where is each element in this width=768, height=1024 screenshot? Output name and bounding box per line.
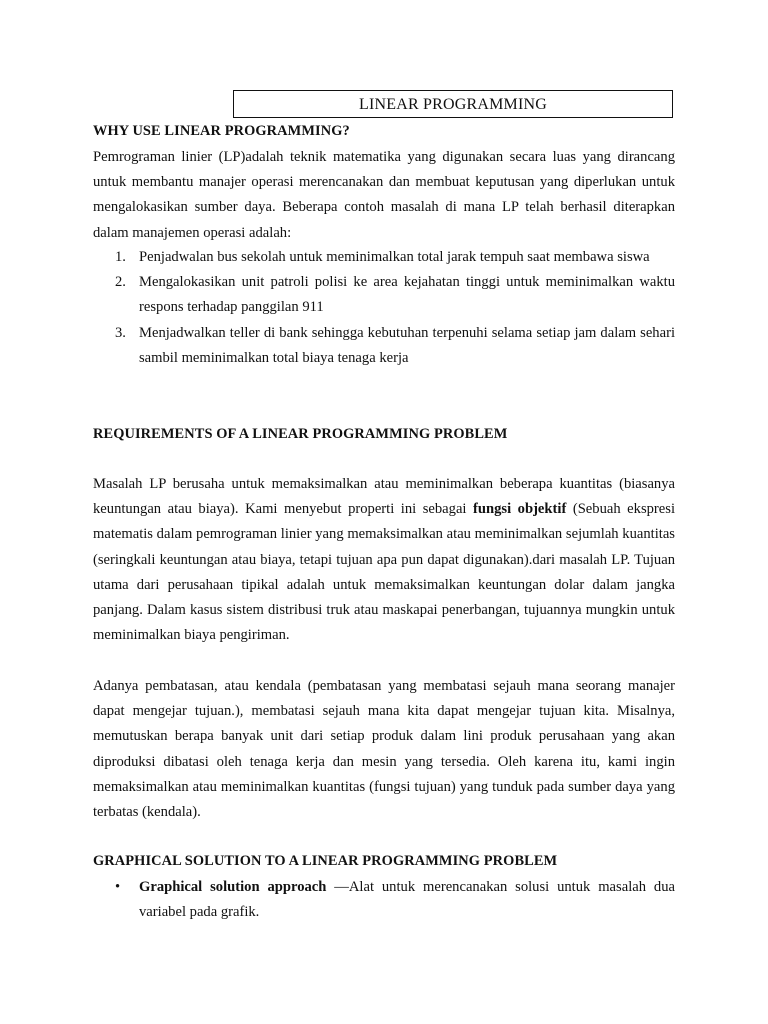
document-title: LINEAR PROGRAMMING xyxy=(233,90,673,118)
paragraph-text: (Sebuah ekspresi matematis dalam pemrograman linier yang memaksimalkan atau meminimalkan sejumlah kuantitas (seringkali keuntungan atau biaya, tetapi tujuan apa pun dapat digunakan).dari masalah LP. Tujuan utama dari perusahaan tipikal adalah untuk memaksimalkan keuntungan dolar dalam jangka panjang. Dalam kasus sistem distribusi truk atau maskapai penerbangan, tujuannya mungkin untuk meminimalkan biaya pengiriman. xyxy=(93,501,675,644)
list-item xyxy=(93,321,675,371)
bold-term-graphical-approach: Graphical solution approach xyxy=(139,879,327,895)
list-item xyxy=(93,270,675,320)
section-heading-why-use-lp: WHY USE LINEAR PROGRAMMING? xyxy=(93,123,350,139)
list-number: 3. xyxy=(115,324,126,341)
bullet-marker: • xyxy=(115,879,121,895)
graphical-bullet-list xyxy=(93,875,675,925)
examples-list xyxy=(93,245,675,371)
list-number: 1. xyxy=(115,249,126,265)
section-heading-requirements: REQUIREMENTS OF A LINEAR PROGRAMMING PROBLEM xyxy=(93,426,508,442)
list-number: 2. xyxy=(115,274,126,291)
paragraph-text: Masalah LP berusaha untuk memaksimalkan atau meminimalkan beberapa kuantitas (biasanya keuntungan atau biaya). Kami menyebut properti ini sebagai xyxy=(93,476,675,518)
list-item xyxy=(93,875,675,925)
list-item-text: Menjadwalkan teller di bank sehingga kebutuhan terpenuhi selama setiap jam dalam sehari sambil meminimalkan total biaya tenaga kerja xyxy=(139,324,675,366)
list-item xyxy=(93,245,675,270)
list-item-text: Mengalokasikan unit patroli polisi ke area kejahatan tinggi untuk meminimalkan waktu respons terhadap panggilan 911 xyxy=(139,274,675,316)
bold-term-objective-function: fungsi objektif xyxy=(473,501,567,518)
section-heading-graphical-solution: GRAPHICAL SOLUTION TO A LINEAR PROGRAMMING PROBLEM xyxy=(93,853,558,869)
objective-function-paragraph xyxy=(93,472,675,648)
list-item-text: Penjadwalan bus sekolah untuk meminimalkan total jarak tempuh saat membawa siswa xyxy=(139,249,650,265)
constraints-paragraph: Adanya pembatasan, atau kendala (pembatasan yang membatasi sejauh mana seorang manajer dapat mengejar tujuan.), membatasi sejauh mana kita dapat mengejar tujuan kita. Misalnya, memutuskan berapa banyak unit dari setiap produk dalam lini produk perusahaan yang akan diproduksi dibatasi oleh tenaga kerja dan mesin yang tersedia. Oleh karena itu, kami ingin memaksimalkan atau meminimalkan kuantitas (fungsi tujuan) yang tunduk pada sumber daya yang terbatas (kendala). xyxy=(93,678,675,821)
list-item-text: —Alat untuk merencanakan solusi untuk masalah dua variabel pada grafik. xyxy=(139,879,675,921)
intro-paragraph: Pemrograman linier (LP)adalah teknik matematika yang digunakan secara luas yang dirancang untuk membantu manajer operasi merencanakan dan membuat keputusan yang diperlukan untuk mengalokasikan sumber daya. Beberapa contoh masalah di mana LP telah berhasil diterapkan dalam manajemen operasi adalah: xyxy=(93,149,675,241)
